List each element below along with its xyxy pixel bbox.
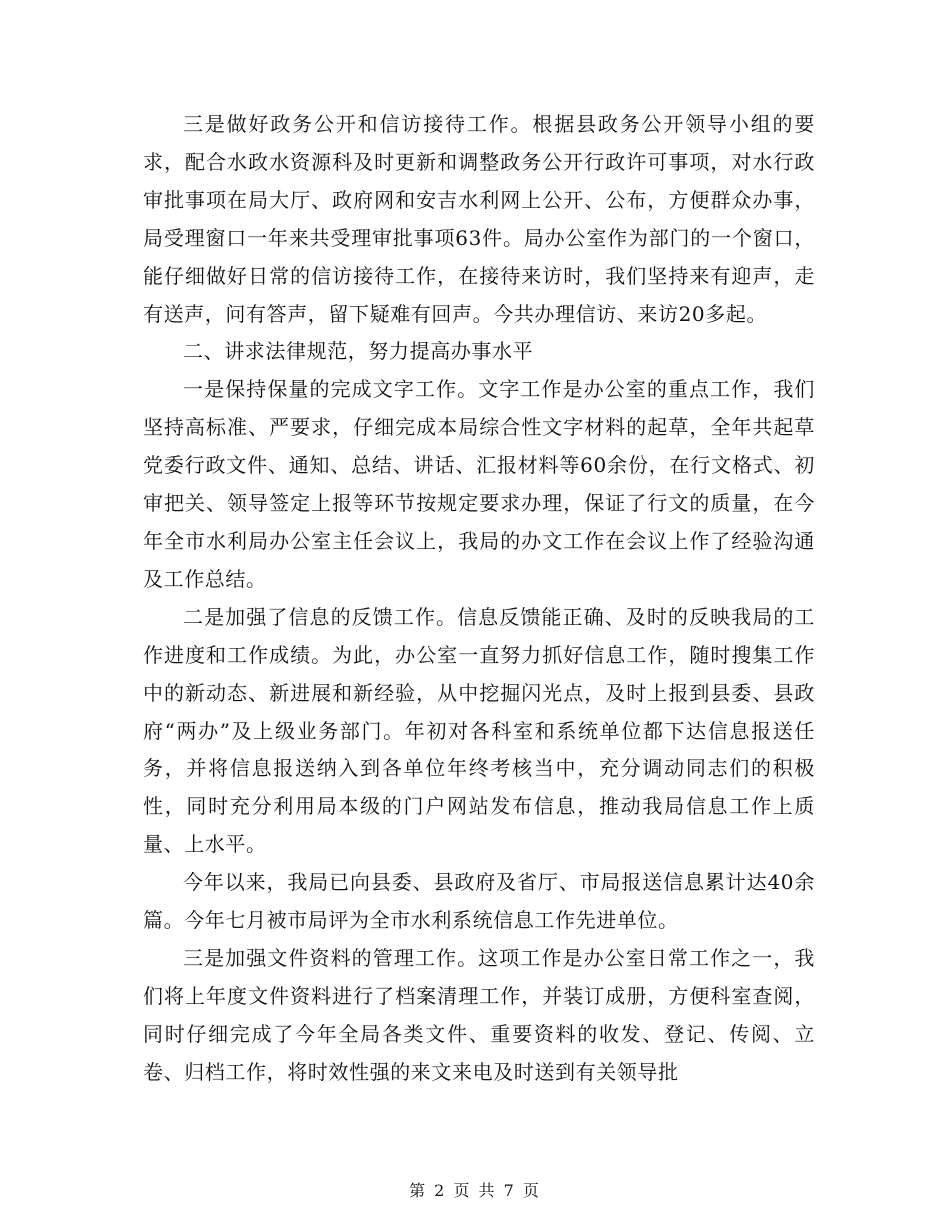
document-body (143, 106, 815, 1092)
paragraph-document-management: 三是加强文件资料的管理工作。这项工作是办公室日常工作之一，我们将上年度文件资料进行了档案清理工作，并装订成册，方便科室查阅，同时仔细完成了今年全局各类文件、重要资料的收发、登记、传阅、立卷、归档工作，将时效性强的来文来电及时送到有关领导批 (143, 945, 815, 1084)
paragraph-text-work: 一是保持保量的完成文字工作。文字工作是办公室的重点工作，我们坚持高标准、严要求，仔细完成本局综合性文字材料的起草，全年共起草党委行政文件、通知、总结、讲话、汇报材料等60余份，在行文格式、初审把关、领导签定上报等环节按规定要求办理，保证了行文的质量，在今年全市水利局办公室主任会议上，我局的办文工作在会议上作了经验沟通及工作总结。 (143, 377, 815, 591)
paragraph-info-disclosure: 三是做好政务公开和信访接待工作。根据县政务公开领导小组的要求，配合水政水资源科及时更新和调整政务公开行政许可事项，对水行政审批事项在局大厅、政府网和安吉水利网上公开、公布，方便群众办事，局受理窗口一年来共受理审批事项63件。局办公室作为部门的一个窗口，能仔细做好日常的信访接待工作，在接待来访时，我们坚持来有迎声，走有送声，问有答声，留下疑难有回声。今共办理信访、来访20多起。 (143, 112, 815, 326)
paragraph-info-statistics: 今年以来，我局已向县委、县政府及省厅、市局报送信息累计达40余篇。今年七月被市局评为全市水利系统信息工作先进单位。 (143, 870, 815, 933)
page-footer: 第 2 页 共 7 页 (409, 1181, 541, 1200)
paragraph-info-feedback: 二是加强了信息的反馈工作。信息反馈能正确、及时的反映我局的工作进度和工作成绩。为此，办公室一直努力抓好信息工作，随时搜集工作中的新动态、新进展和新经验，从中挖掘闪光点，及时上报到县委、县政府“两办”及上级业务部门。年初对各科室和系统单位都下达信息报送任务，并将信息报送纳入到各单位年终考核当中，充分调动同志们的积极性，同时充分利用局本级的门户网站发布信息，推动我局信息工作上质量、上水平。 (143, 604, 815, 857)
section-heading-legal-standards: 二、讲求法律规范，努力提高办事水平 (183, 339, 534, 364)
